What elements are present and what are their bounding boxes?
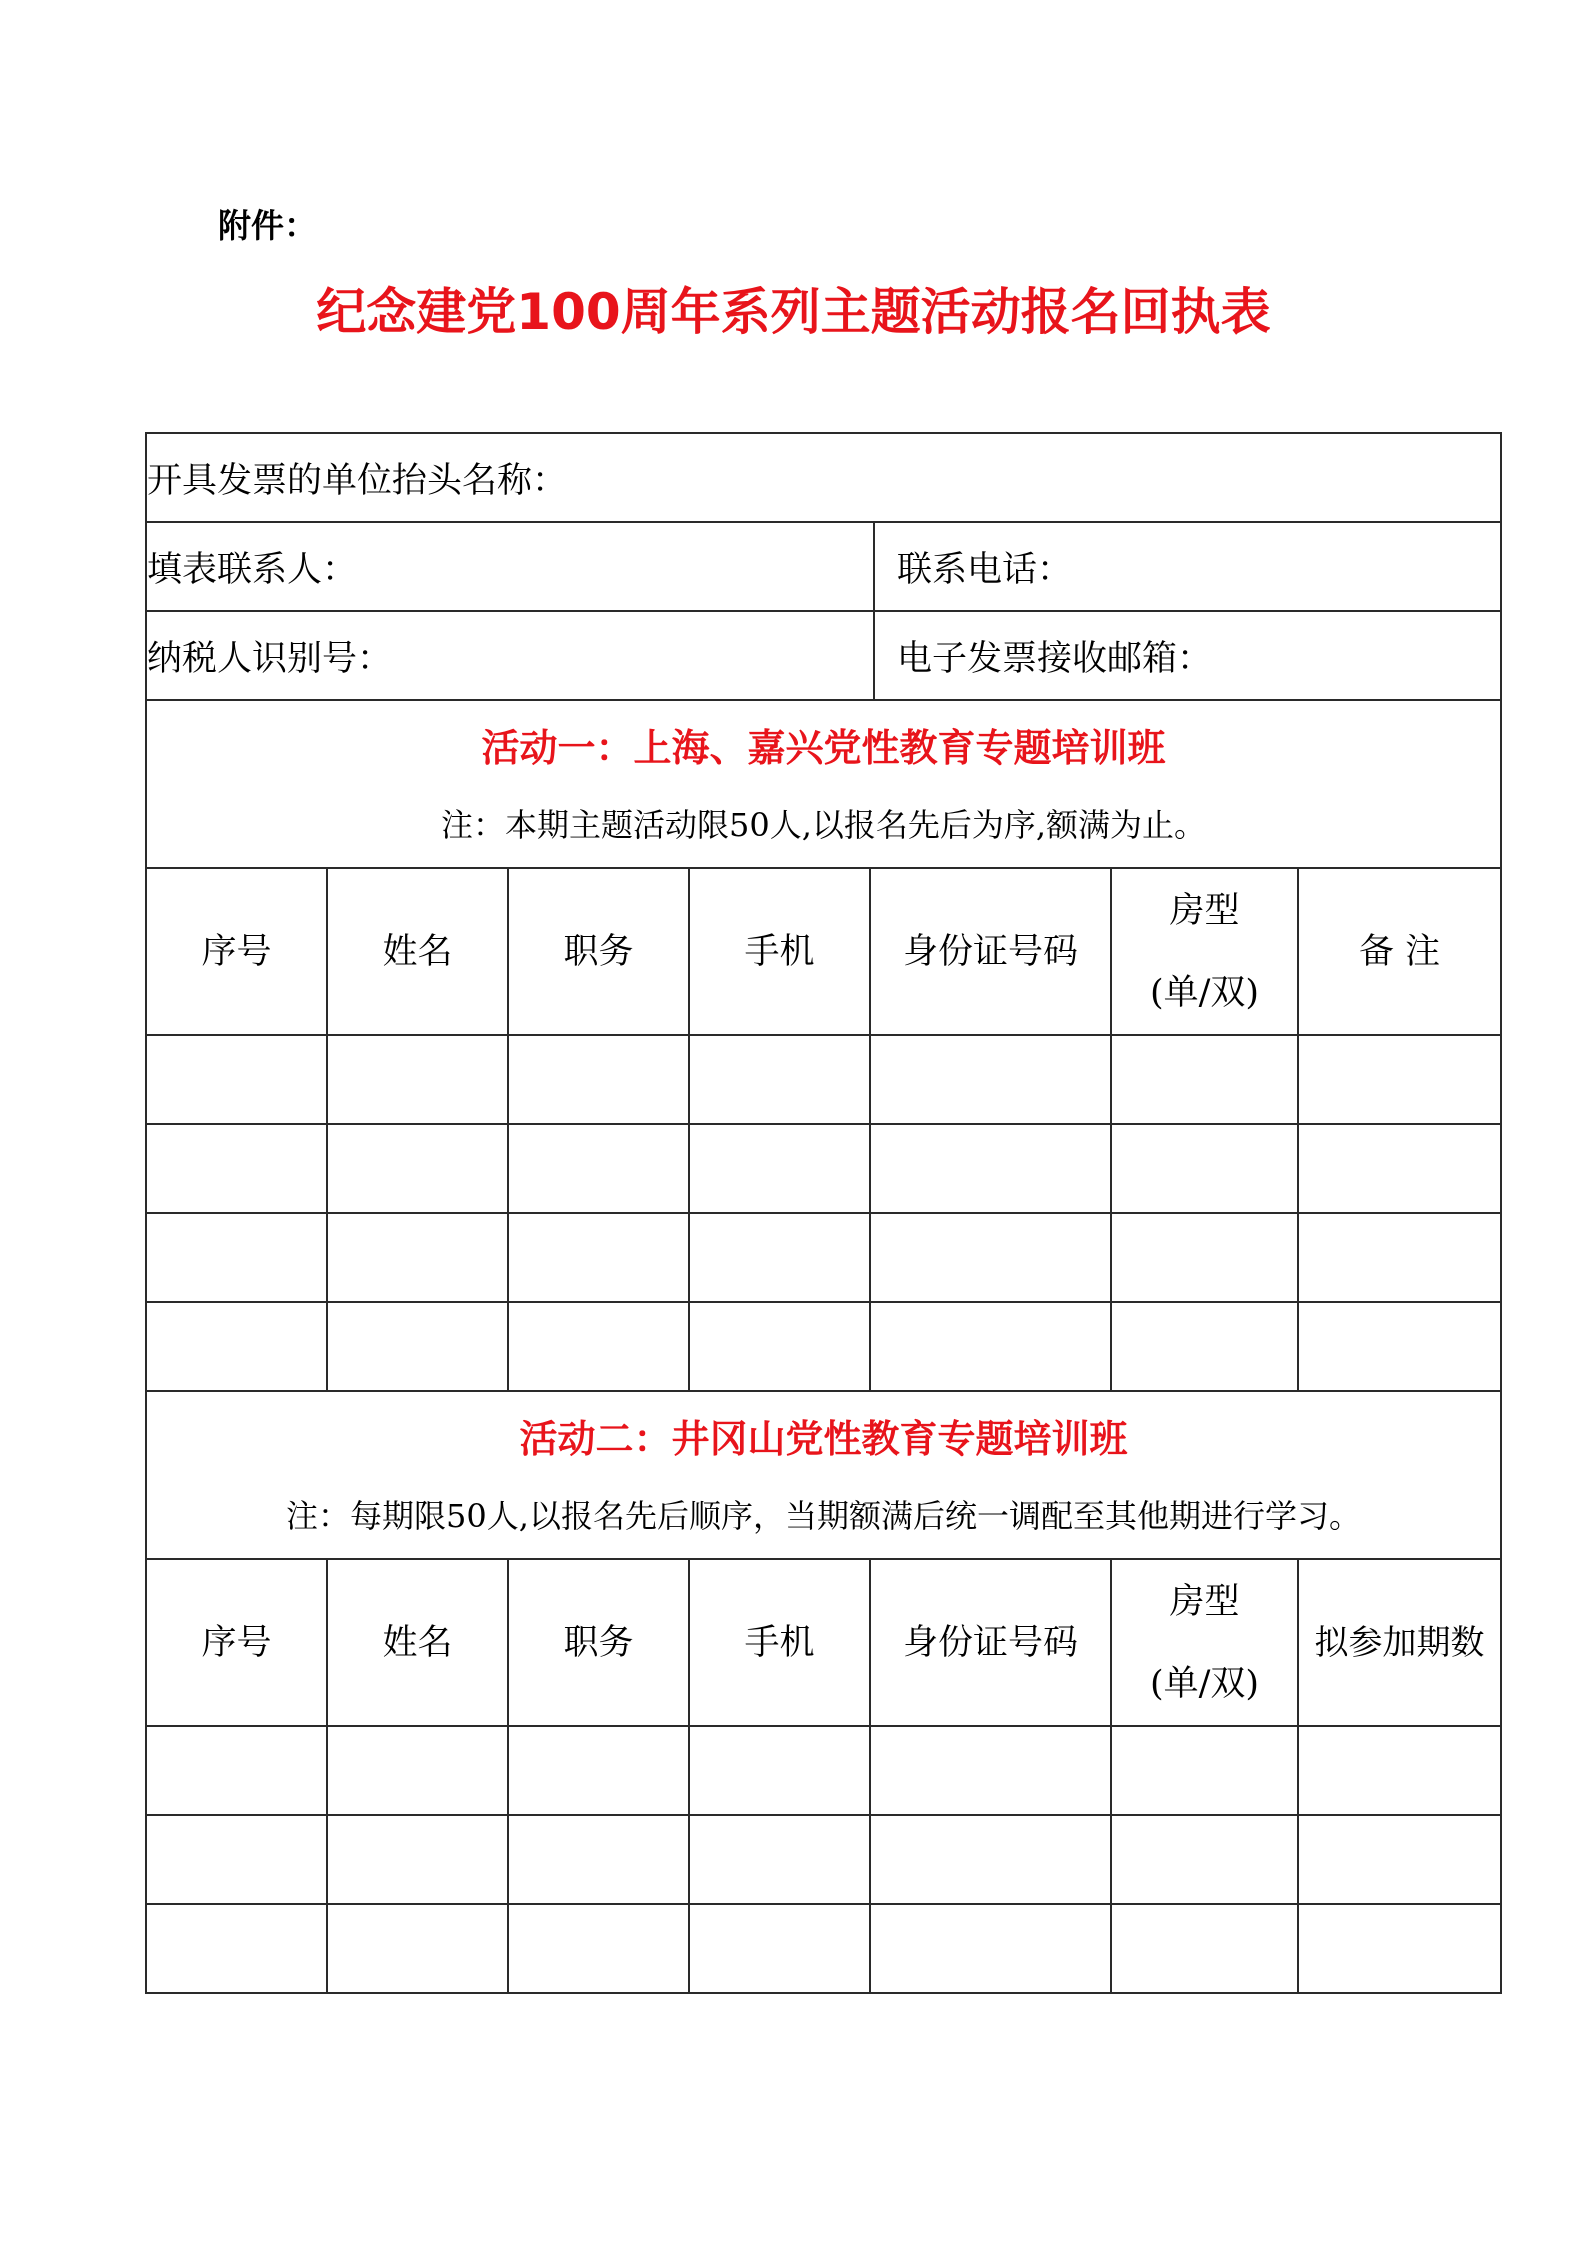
input-cell[interactable] (508, 1726, 689, 1815)
input-cell[interactable] (689, 1213, 870, 1302)
col-header-serial: 序号 (146, 1559, 327, 1726)
room-type-label: 房型 (1169, 1581, 1240, 1622)
taxpayer-id-field[interactable]: 纳税人识别号： (146, 611, 874, 700)
table-row (146, 1302, 1501, 1391)
input-cell[interactable] (689, 1035, 870, 1124)
input-cell[interactable] (1298, 1726, 1501, 1815)
input-cell[interactable] (870, 1726, 1111, 1815)
col-header-mobile: 手机 (689, 868, 870, 1035)
col-header-id-number: 身份证号码 (870, 1559, 1111, 1726)
input-cell[interactable] (1111, 1124, 1298, 1213)
input-cell[interactable] (1298, 1213, 1501, 1302)
input-cell[interactable] (689, 1124, 870, 1213)
input-cell[interactable] (508, 1815, 689, 1904)
table-row (146, 1904, 1501, 1993)
input-cell[interactable] (1111, 1213, 1298, 1302)
input-cell[interactable] (689, 1726, 870, 1815)
input-cell[interactable] (870, 1213, 1111, 1302)
input-cell[interactable] (870, 1035, 1111, 1124)
input-cell[interactable] (689, 1904, 870, 1993)
input-cell[interactable] (327, 1726, 508, 1815)
col-header-id-number: 身份证号码 (870, 868, 1111, 1035)
input-cell[interactable] (1298, 1904, 1501, 1993)
contact-person-field[interactable]: 填表联系人： (146, 522, 874, 611)
input-cell[interactable] (870, 1904, 1111, 1993)
col-header-room-type (1111, 868, 1298, 1035)
col-header-session: 拟参加期数 (1298, 1559, 1501, 1726)
activity1-column-headers (146, 868, 1501, 1035)
activity1-title: 活动一：上海、嘉兴党性教育专题培训班 (481, 725, 1166, 770)
input-cell[interactable] (689, 1815, 870, 1904)
room-type-sub: (单/双) (1149, 972, 1260, 1013)
room-type-label: 房型 (1169, 890, 1240, 931)
input-cell[interactable] (146, 1035, 327, 1124)
input-cell[interactable] (870, 1302, 1111, 1391)
row-contact (146, 522, 1501, 611)
input-cell[interactable] (870, 1815, 1111, 1904)
col-header-name: 姓名 (327, 868, 508, 1035)
table-row (146, 1213, 1501, 1302)
input-cell[interactable] (327, 1124, 508, 1213)
input-cell[interactable] (327, 1815, 508, 1904)
input-cell[interactable] (1298, 1035, 1501, 1124)
activity1-section (146, 700, 1501, 868)
input-cell[interactable] (508, 1302, 689, 1391)
input-cell[interactable] (146, 1815, 327, 1904)
input-cell[interactable] (1111, 1726, 1298, 1815)
col-header-position: 职务 (508, 868, 689, 1035)
col-header-remarks: 备 注 (1298, 868, 1501, 1035)
activity2-section (146, 1391, 1501, 1559)
invoice-title-field[interactable]: 开具发票的单位抬头名称： (146, 433, 1501, 522)
activity1-header-row (146, 700, 1501, 868)
input-cell[interactable] (1298, 1815, 1501, 1904)
input-cell[interactable] (1298, 1124, 1501, 1213)
col-header-position: 职务 (508, 1559, 689, 1726)
activity1-note: 注：本期主题活动限50人,以报名先后为序,额满为止。 (440, 805, 1207, 844)
input-cell[interactable] (508, 1904, 689, 1993)
input-cell[interactable] (870, 1124, 1111, 1213)
contact-phone-field[interactable]: 联系电话： (874, 522, 1501, 611)
input-cell[interactable] (327, 1904, 508, 1993)
input-cell[interactable] (508, 1213, 689, 1302)
input-cell[interactable] (146, 1726, 327, 1815)
table-row (146, 1726, 1501, 1815)
input-cell[interactable] (146, 1124, 327, 1213)
table-row (146, 1815, 1501, 1904)
input-cell[interactable] (327, 1302, 508, 1391)
input-cell[interactable] (508, 1035, 689, 1124)
attachment-label: 附件： (218, 206, 317, 245)
registration-form-table (145, 432, 1502, 1994)
col-header-name: 姓名 (327, 1559, 508, 1726)
input-cell[interactable] (146, 1302, 327, 1391)
activity2-title: 活动二：井冈山党性教育专题培训班 (519, 1416, 1128, 1461)
table-row (146, 1124, 1501, 1213)
row-invoice-title (146, 433, 1501, 522)
input-cell[interactable] (1111, 1035, 1298, 1124)
input-cell[interactable] (146, 1213, 327, 1302)
room-type-sub: (单/双) (1149, 1663, 1260, 1704)
input-cell[interactable] (327, 1213, 508, 1302)
row-tax (146, 611, 1501, 700)
input-cell[interactable] (1111, 1815, 1298, 1904)
input-cell[interactable] (1111, 1302, 1298, 1391)
col-header-serial: 序号 (146, 868, 327, 1035)
input-cell[interactable] (146, 1904, 327, 1993)
input-cell[interactable] (689, 1302, 870, 1391)
input-cell[interactable] (1298, 1302, 1501, 1391)
col-header-mobile: 手机 (689, 1559, 870, 1726)
input-cell[interactable] (1111, 1904, 1298, 1993)
activity2-header-row (146, 1391, 1501, 1559)
page-title: 纪念建党100周年系列主题活动报名回执表 (316, 283, 1271, 341)
table-row (146, 1035, 1501, 1124)
e-invoice-email-field[interactable]: 电子发票接收邮箱： (874, 611, 1501, 700)
input-cell[interactable] (327, 1035, 508, 1124)
activity2-column-headers (146, 1559, 1501, 1726)
input-cell[interactable] (508, 1124, 689, 1213)
col-header-room-type (1111, 1559, 1298, 1726)
activity2-note: 注：每期限50人,以报名先后顺序，当期额满后统一调配至其他期进行学习。 (286, 1496, 1361, 1535)
